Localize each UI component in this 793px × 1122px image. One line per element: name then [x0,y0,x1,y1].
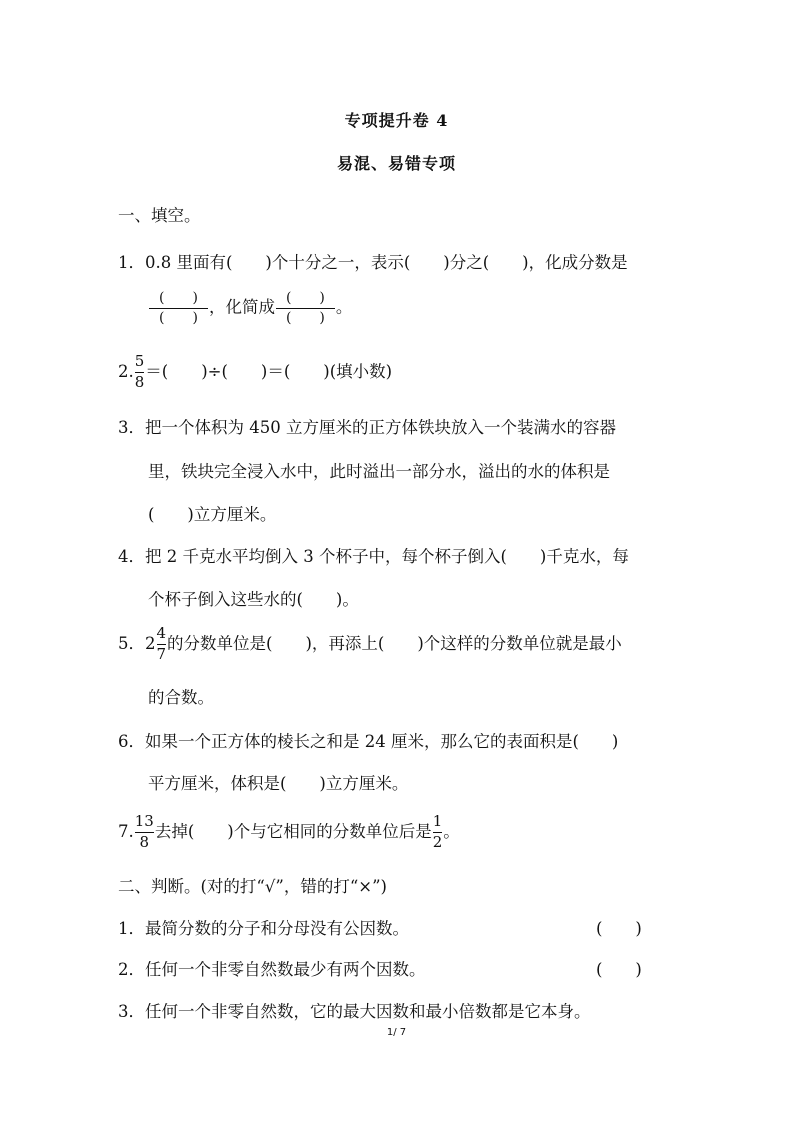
q7-numerator-1: 13 [134,812,154,830]
q7-denominator-1: 8 [139,832,150,851]
q6-line2: 平方厘米，体积是( )立方厘米。 [148,774,409,793]
q3-line2: 里，铁块完全浸入水中，此时溢出一部分水，溢出的水的体积是 [148,462,610,481]
q7-denominator-2: 2 [432,832,443,851]
q1-fraction-1 [149,291,208,325]
q3-line1: 3．把一个体积为 450 立方厘米的正方体铁块放入一个装满水的容器 [118,418,616,437]
judge-answer-1[interactable]: ( ) [596,919,642,938]
q2-denominator: 8 [134,372,145,391]
q7-fraction-1 [135,814,154,851]
q4-line1: 4．把 2 千克水平均倒入 3 个杯子中，每个杯子倒入( )千克水，每 [118,547,629,566]
q7-prefix: 7. [118,821,134,841]
q7-line [118,814,460,851]
q6-line1: 6．如果一个正方体的棱长之和是 24 厘米，那么它的表面积是( ) [118,732,619,751]
q5-line2: 的合数。 [148,688,214,707]
q3-line3: ( )立方厘米。 [148,505,277,524]
judge-item-3: 3．任何一个非零自然数，它的最大因数和最小倍数都是它本身。 [118,1002,591,1021]
q5-rest: 的分数单位是( )，再添上( )个这样的分数单位就是最小 [167,633,622,653]
q1-frac1-numerator[interactable]: ( ) [159,290,198,306]
section1-heading: 一、填空。 [118,206,201,225]
q7-numerator-2: 1 [432,812,443,830]
page-number: 1/ 7 [386,1027,407,1038]
q1-line2 [148,291,352,325]
q7-mid: 去掉( )个与它相同的分数单位后是 [154,821,432,841]
page-subtitle: 易混、易错专项 [336,154,456,173]
q5-line1 [118,626,622,663]
q4-line2: 个杯子倒入这些水的( )。 [148,590,359,609]
q1-frac2-numerator[interactable]: ( ) [285,290,325,306]
q1-frac1-denominator[interactable]: ( ) [159,309,198,326]
q2-fraction [135,354,145,391]
q5-prefix: 5．2 [118,634,156,653]
q1-end-text: 。 [335,297,353,317]
q1-mid-text: ，化简成 [208,297,275,317]
q2-line [118,354,392,391]
q1-line1: 1．0.8 里面有( )个十分之一，表示( )分之( )，化成分数是 [118,253,628,272]
q1-frac2-denominator[interactable]: ( ) [285,309,325,326]
judge-answer-2[interactable]: ( ) [596,960,642,979]
judge-item-1: 1．最简分数的分子和分母没有公因数。 [118,919,409,938]
q7-end: 。 [443,821,460,841]
page-title: 专项提升卷 4 [344,111,449,130]
judge-item-2: 2．任何一个非零自然数最少有两个因数。 [118,960,426,979]
q5-denominator: 7 [156,644,167,663]
q2-prefix: 2. [118,361,134,381]
q5-fraction [157,626,167,663]
q1-fraction-2 [276,291,335,325]
q7-fraction-2 [433,814,443,851]
q2-numerator: 5 [134,352,145,370]
section2-heading: 二、判断。(对的打“√”，错的打“×”) [118,877,387,896]
q2-rest: ＝( )÷( )＝( )(填小数) [145,361,393,381]
q5-numerator: 4 [156,624,167,642]
